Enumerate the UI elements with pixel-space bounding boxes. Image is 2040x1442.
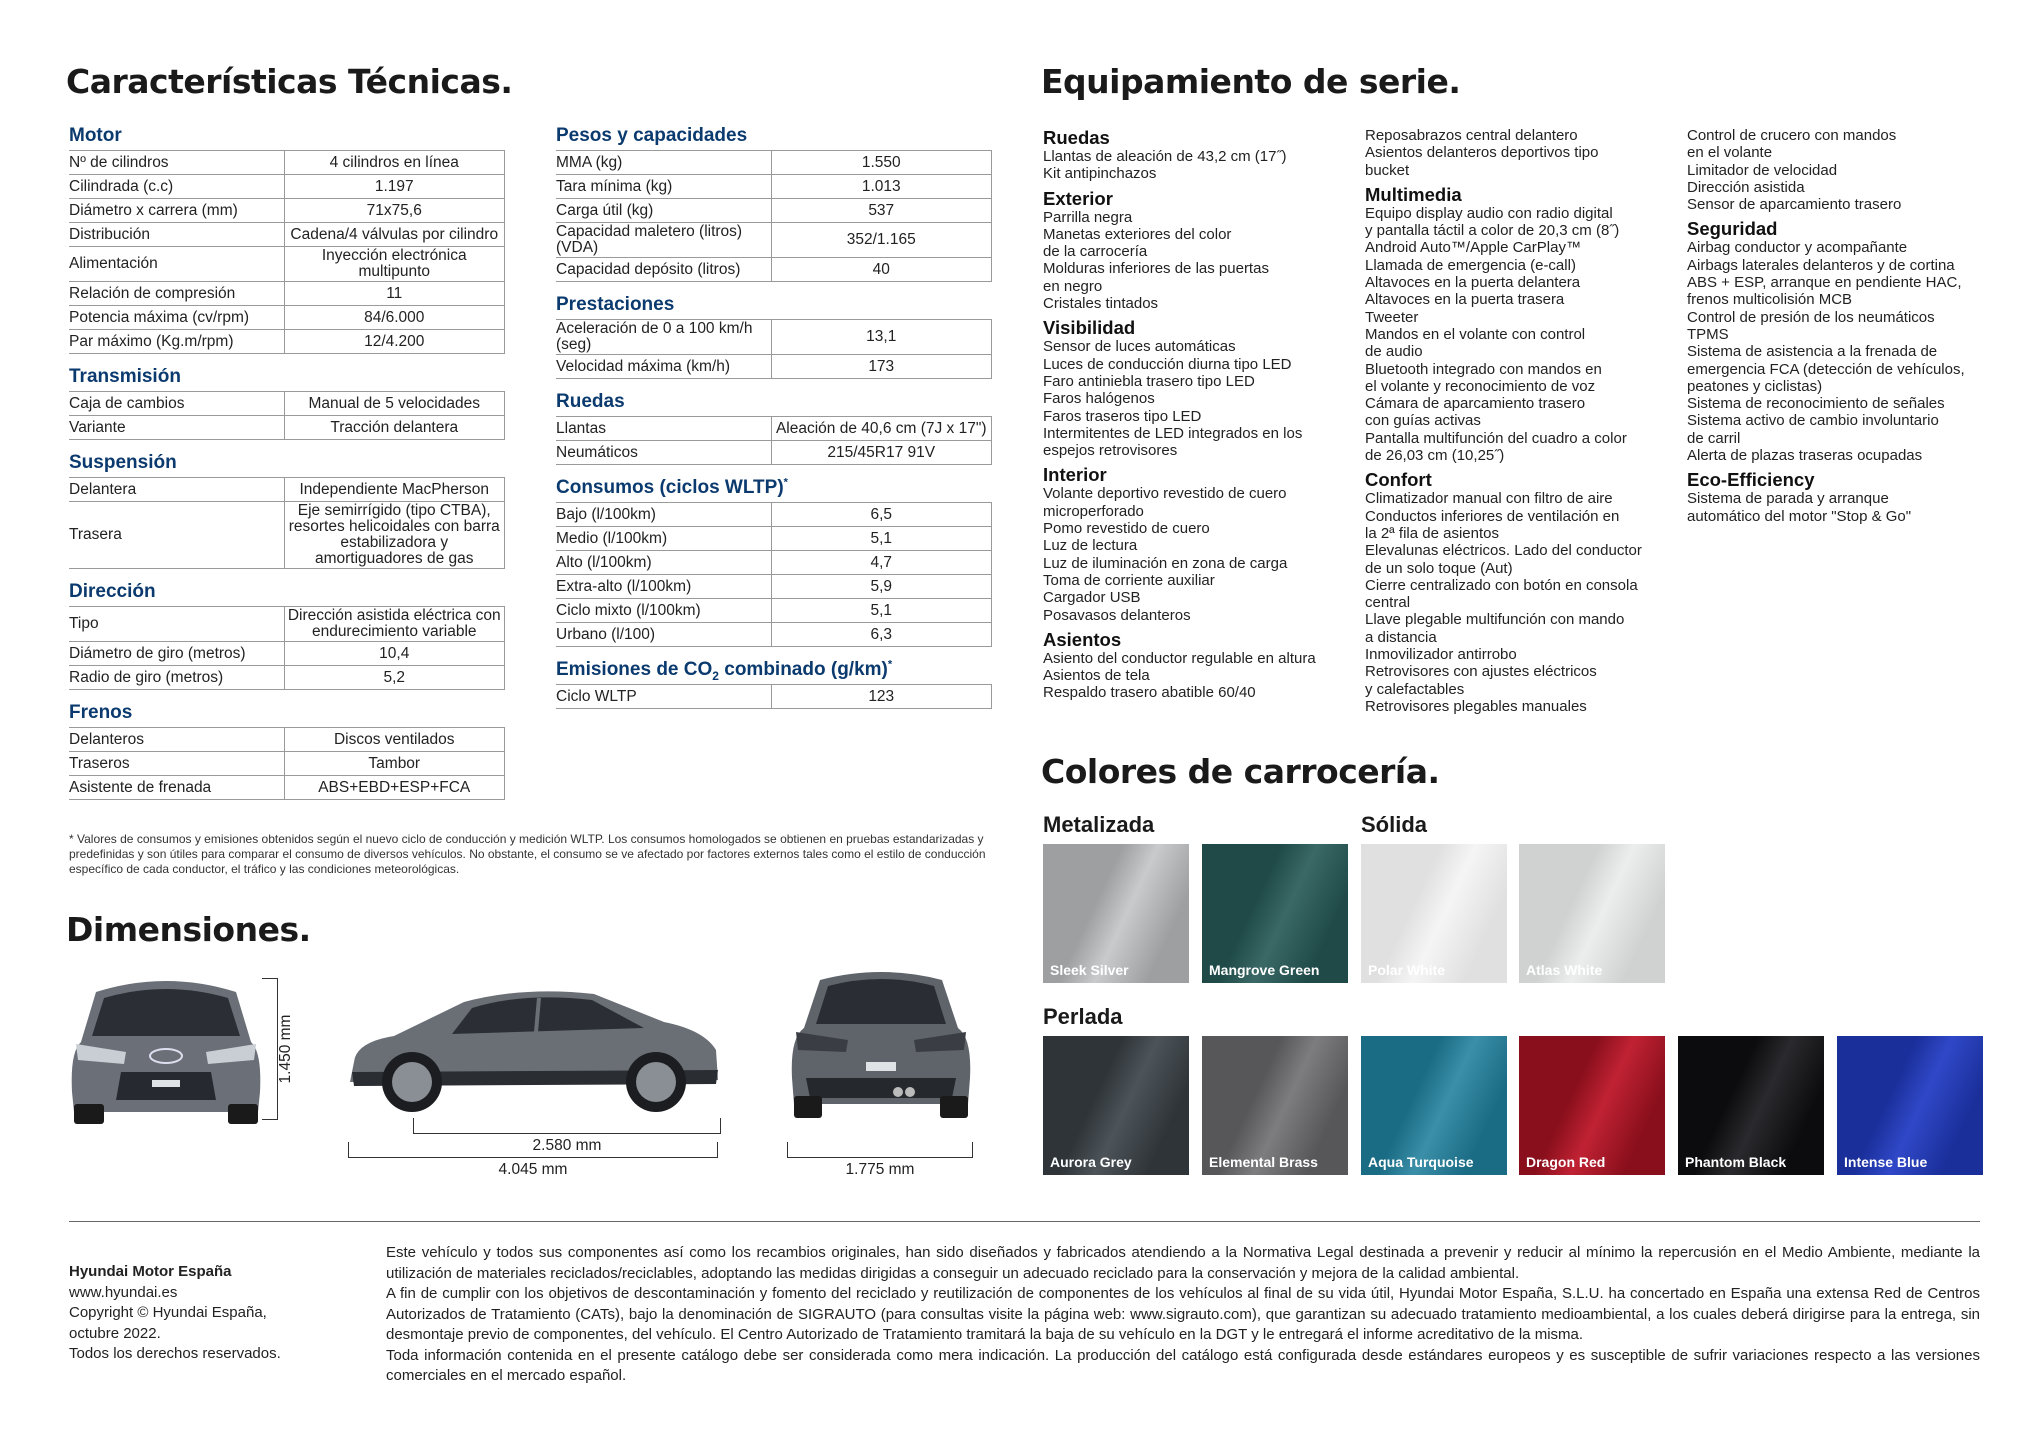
spec-value: 13,1 (771, 320, 992, 355)
spec-key: Urbano (l/100) (556, 623, 771, 647)
equipment-item: Respaldo trasero abatible 60/40 (1043, 684, 1256, 702)
equipment-item: Molduras inferiores de las puertas (1043, 260, 1269, 278)
equipment-item: central (1365, 594, 1411, 612)
equipment-heading: Multimedia (1365, 183, 1462, 205)
equipment-item: frenos multicolisión MCB (1687, 291, 1853, 309)
spec-key: Delantera (69, 478, 284, 502)
equipment-item: Control de presión de los neumáticos (1687, 308, 1935, 326)
height-label: 1.450 mm (277, 1014, 294, 1084)
wheelbase-label: 2.580 mm (532, 1137, 602, 1154)
spec-value: Dirección asistida eléctrica con endurecimiento variable (284, 607, 505, 642)
color-swatch[interactable] (1678, 1036, 1824, 1175)
legal-paragraph-2: A fin de cumplir con los objetivos de descontaminación y fomento del reciclado y reutilización de componentes de los vehículos al final de su vida útil, Hyundai Motor España, S.L.U. ha concertado en España una extensa Red de Centros Autorizados de Tratamiento (CATs), bajo la denominación de SIGRAUTO (para consultas visite la página web: www.sigrauto.com), que garantizan su adecuado tratamiento medioambiental, a los cuales deberá dirigirse para la entrega, sin desmontaje previo de componentes, del vehículo. El Centro Autorizado de Tratamiento tramitará la baja de su vehículo en la DGT y le entregará el informe acreditativo de la misma. (386, 1285, 1980, 1343)
equipment-item: peatones y ciclistas) (1687, 377, 1823, 395)
spec-key: Delanteros (69, 728, 284, 752)
equipment-item: Asiento del conductor regulable en altura (1043, 649, 1316, 667)
spec-value: Manual de 5 velocidades (284, 392, 505, 416)
equipment-item: y calefactables (1365, 680, 1465, 698)
width-label: 1.775 mm (845, 1161, 915, 1178)
spec-key: Cilindrada (c.c) (69, 175, 284, 199)
spec-key: Capacidad depósito (litros) (556, 258, 771, 282)
copyright-date: octubre 2022. (69, 1324, 161, 1342)
spec-row (69, 478, 505, 502)
equipment-item: Altavoces en la puerta trasera (1365, 291, 1565, 309)
spec-row (69, 247, 505, 282)
footer-divider (69, 1221, 1980, 1222)
equipment-item: Toma de corriente auxiliar (1043, 571, 1215, 589)
spec-value: 6,5 (771, 503, 992, 527)
spec-key: Trasera (69, 502, 284, 569)
spec-key: Relación de compresión (69, 282, 284, 306)
equipment-item: Retrovisores con ajustes eléctricos (1365, 663, 1597, 681)
equipment-item: Llantas de aleación de 43,2 cm (17˝) (1043, 148, 1287, 165)
spec-row (69, 223, 505, 247)
spec-row (69, 642, 505, 666)
color-swatch-label: Atlas White (1526, 962, 1603, 978)
equipment-item: de carril (1687, 429, 1741, 447)
equipment-item: Cristales tintados (1043, 295, 1159, 313)
spec-value: 71x75,6 (284, 199, 505, 223)
spec-value: 11 (284, 282, 505, 306)
spec-row (556, 417, 992, 441)
spec-row (556, 527, 992, 551)
car-side-view-image (344, 972, 724, 1122)
equipment-heading: Ruedas (1043, 127, 1110, 148)
spec-key: Asistente de frenada (69, 776, 284, 800)
spec-key: Alimentación (69, 247, 284, 282)
width-bracket (787, 1142, 973, 1158)
emisiones-heading (556, 659, 992, 681)
equipment-item: en negro (1043, 277, 1103, 295)
equipment-item: de la carrocería (1043, 243, 1148, 261)
equipment-item: Dirección asistida (1687, 178, 1805, 196)
spec-row (556, 258, 992, 282)
spec-row (69, 607, 505, 642)
spec-value: Tracción delantera (284, 416, 505, 440)
spec-key: Medio (l/100km) (556, 527, 771, 551)
spec-row (556, 223, 992, 258)
spec-value: 5,9 (771, 575, 992, 599)
equipment-item: Faros halógenos (1043, 390, 1155, 408)
equipment-item: Asientos delanteros deportivos tipo (1365, 144, 1599, 162)
spec-value: 5,2 (284, 666, 505, 690)
spec-value: Cadena/4 válvulas por cilindro (284, 223, 505, 247)
rights-reserved: Todos los derechos reservados. (69, 1345, 281, 1362)
motor-table (69, 150, 505, 354)
consumos-heading-text: Consumos (ciclos WLTP) (556, 477, 784, 498)
spec-value: 537 (771, 199, 992, 223)
spec-value: Tambor (284, 752, 505, 776)
equipment-heading: Confort (1365, 469, 1432, 491)
color-swatch[interactable] (1361, 844, 1507, 983)
equipment-item: Control de crucero con mandos (1687, 127, 1897, 144)
equipment-heading: Exterior (1043, 187, 1113, 209)
spec-key: MMA (kg) (556, 151, 771, 175)
color-swatch-label: Elemental Brass (1209, 1154, 1318, 1170)
spec-value: 123 (771, 685, 992, 709)
spec-key: Tipo (69, 607, 284, 642)
spec-value: 5,1 (771, 599, 992, 623)
spec-value: Independiente MacPherson (284, 478, 505, 502)
spec-key: Nº de cilindros (69, 151, 284, 175)
ruedas-table (556, 416, 992, 465)
spec-value: 40 (771, 258, 992, 282)
equipment-item: Manetas exteriores del color (1043, 225, 1232, 243)
spec-row (69, 416, 505, 440)
spec-key: Diámetro x carrera (mm) (69, 199, 284, 223)
equipment-item: Equipo display audio con radio digital (1365, 204, 1613, 222)
spec-row (556, 199, 992, 223)
legal-paragraph-1: Este vehículo y todos sus componentes así como los recambios originales, han sido diseñados y fabricados atendiendo a la Normativa Legal destinada a prevenir y reducir al mínimo la repercusión en el Medio Ambiente, mediante la utilización de materiales reciclados/reciclables, adoptando las medidas dirigidas a conseguir un adecuado reciclado para la conservación y mejora de la calidad ambiental. (386, 1244, 1980, 1282)
color-swatch-label: Aurora Grey (1050, 1154, 1132, 1170)
spec-key: Tara mínima (kg) (556, 175, 771, 199)
equipment-item: Sensor de aparcamiento trasero (1687, 196, 1902, 214)
color-swatch-label: Polar White (1368, 962, 1446, 978)
equipment-item: Cámara de aparcamiento trasero (1365, 395, 1586, 413)
equipment-column-3 (1687, 127, 2007, 525)
transmision-heading: Transmisión (69, 366, 181, 387)
spec-row (69, 776, 505, 800)
equipment-item: Elevalunas eléctricos. Lado del conductor (1365, 542, 1642, 560)
equipment-item: Luz de lectura (1043, 537, 1138, 555)
equipment-item: Pomo revestido de cuero (1043, 520, 1210, 538)
color-swatch[interactable] (1043, 844, 1189, 983)
spec-key: Extra-alto (l/100km) (556, 575, 771, 599)
spec-row (556, 320, 992, 355)
perlada-heading: Perlada (1043, 1004, 1123, 1029)
spec-row (69, 282, 505, 306)
equipment-item: Sistema de asistencia a la frenada de (1687, 343, 1938, 361)
spec-key: Velocidad máxima (km/h) (556, 355, 771, 379)
car-rear-view-image (786, 966, 976, 1126)
pesos-table (556, 150, 992, 282)
spec-row (556, 441, 992, 465)
spec-row (556, 575, 992, 599)
pesos-heading: Pesos y capacidades (556, 125, 748, 146)
equipment-item: Retrovisores plegables manuales (1365, 697, 1587, 715)
spec-key: Bajo (l/100km) (556, 503, 771, 527)
color-swatch[interactable] (1202, 844, 1348, 983)
colors-title: Colores de carrocería. (1041, 752, 1440, 791)
spec-key: Ciclo mixto (l/100km) (556, 599, 771, 623)
company-website[interactable]: www.hyundai.es (69, 1283, 178, 1301)
equipment-item: Asientos de tela (1043, 667, 1150, 685)
equipment-item: Sistema de reconocimiento de señales (1687, 395, 1945, 413)
equipment-item: Android Auto™/Apple CarPlay™ (1365, 239, 1581, 257)
equipment-item: Faros traseros tipo LED (1043, 407, 1202, 425)
spec-key: Variante (69, 416, 284, 440)
equipment-item: Alerta de plazas traseras ocupadas (1687, 447, 1923, 465)
spec-value: 4,7 (771, 551, 992, 575)
color-swatch[interactable] (1519, 844, 1665, 983)
equipment-item: Cierre centralizado con botón en consola (1365, 576, 1638, 594)
equipment-item: Inmovilizador antirrobo (1365, 646, 1517, 664)
equipment-item: con guías activas (1365, 412, 1481, 430)
spec-key: Potencia máxima (cv/rpm) (69, 306, 284, 330)
spec-row (556, 551, 992, 575)
spec-value: Eje semirrígido (tipo CTBA), resortes helicoidales con barra estabilizadora y amortiguadores de gas (284, 502, 505, 569)
spec-value: 1.550 (771, 151, 992, 175)
spec-value: 6,3 (771, 623, 992, 647)
equipment-item: Airbags laterales delanteros y de cortina (1687, 256, 1955, 274)
spec-key: Aceleración de 0 a 100 km/h (seg) (556, 320, 771, 355)
equipment-item: microperforado (1043, 502, 1144, 520)
color-swatch[interactable] (1519, 1036, 1665, 1175)
transmision-table (69, 391, 505, 440)
emisiones-heading-asterisk: * (887, 658, 893, 671)
equipment-item: Llamada de emergencia (e-call) (1365, 256, 1576, 274)
spec-key: Alto (l/100km) (556, 551, 771, 575)
spec-key: Traseros (69, 752, 284, 776)
prestaciones-heading: Prestaciones (556, 294, 675, 315)
equipment-column-1 (1043, 127, 1363, 702)
metalizada-heading: Metalizada (1043, 812, 1155, 837)
company-name: Hyundai Motor España (69, 1263, 232, 1280)
spec-row (69, 728, 505, 752)
equipment-item: Airbag conductor y acompañante (1687, 239, 1908, 257)
spec-value: Inyección electrónica multipunto (284, 247, 505, 282)
spec-value: 4 cilindros en línea (284, 151, 505, 175)
spec-value: 352/1.165 (771, 223, 992, 258)
equipment-item: Intermitentes de LED integrados en los (1043, 424, 1303, 442)
spec-value: 215/45R17 91V (771, 441, 992, 465)
equipment-heading: Seguridad (1687, 218, 1778, 240)
spec-key: Ciclo WLTP (556, 685, 771, 709)
equipment-item: Kit antipinchazos (1043, 165, 1157, 183)
spec-key: Neumáticos (556, 441, 771, 465)
color-swatch-label: Intense Blue (1844, 1154, 1928, 1170)
equipment-item: ABS + ESP, arranque en pendiente HAC, (1687, 274, 1962, 292)
equipment-item: Llave plegable multifunción con mando (1365, 611, 1625, 629)
equipment-item: Sensor de luces automáticas (1043, 338, 1236, 356)
spec-row (556, 685, 992, 709)
wheelbase-bracket (413, 1118, 721, 1134)
equipment-title: Equipamiento de serie. (1041, 62, 1461, 101)
color-swatch[interactable] (1837, 1036, 1983, 1175)
equipment-item: de un solo toque (Aut) (1365, 559, 1513, 577)
color-swatch[interactable] (1202, 1036, 1348, 1175)
equipment-heading: Interior (1043, 464, 1107, 486)
spec-value: Discos ventilados (284, 728, 505, 752)
equipment-item: Sistema activo de cambio involuntario (1687, 412, 1939, 430)
emisiones-heading-b: combinado (g/km) (718, 659, 888, 680)
spec-row (69, 666, 505, 690)
spec-column-left (69, 125, 505, 800)
spec-row (69, 175, 505, 199)
emisiones-heading-sub: 2 (712, 668, 719, 683)
equipment-column-2 (1365, 127, 1685, 715)
dimensions-title: Dimensiones. (66, 910, 311, 949)
spec-value: 5,1 (771, 527, 992, 551)
spec-row (556, 503, 992, 527)
spec-value: 1.197 (284, 175, 505, 199)
equipment-item: Volante deportivo revestido de cuero (1043, 485, 1287, 503)
spec-value: ABS+EBD+ESP+FCA (284, 776, 505, 800)
height-bracket (262, 978, 278, 1120)
spec-value: 173 (771, 355, 992, 379)
spec-key: Llantas (556, 417, 771, 441)
spec-row (556, 623, 992, 647)
equipment-item: de 26,03 cm (10,25˝) (1365, 447, 1505, 465)
motor-heading: Motor (69, 125, 122, 146)
color-swatch[interactable] (1361, 1036, 1507, 1175)
length-label: 4.045 mm (498, 1161, 568, 1178)
equipment-item: Cargador USB (1043, 589, 1141, 607)
spec-value: 84/6.000 (284, 306, 505, 330)
emisiones-table (556, 684, 992, 709)
equipment-item: Posavasos delanteros (1043, 606, 1191, 624)
equipment-heading: Eco-Efficiency (1687, 469, 1815, 491)
direccion-heading: Dirección (69, 581, 156, 602)
spec-key: Caja de cambios (69, 392, 284, 416)
ruedas-heading: Ruedas (556, 391, 625, 412)
length-bracket (348, 1142, 718, 1158)
equipment-item: Parrilla negra (1043, 208, 1133, 226)
equipment-item: a distancia (1365, 628, 1437, 646)
spec-value: Aleación de 40,6 cm (7J x 17") (771, 417, 992, 441)
spec-row (69, 392, 505, 416)
prestaciones-table (556, 319, 992, 379)
spec-row (69, 199, 505, 223)
copyright-line: Copyright © Hyundai España, (69, 1304, 267, 1321)
equipment-item: Altavoces en la puerta delantera (1365, 274, 1581, 292)
frenos-table (69, 727, 505, 800)
equipment-heading: Visibilidad (1043, 317, 1136, 339)
equipment-item: Faro antiniebla trasero tipo LED (1043, 372, 1255, 390)
frenos-heading: Frenos (69, 702, 133, 723)
spec-row (69, 330, 505, 354)
legal-paragraph-3: Toda información contenida en el presente catálogo debe ser considerada como mera indicación. La producción del catálogo está configurada desde estándares europeos y es susceptible de sufrir variaciones respecto a las versiones comerciales en el mercado español. (386, 1346, 1980, 1384)
equipment-item: en el volante (1687, 144, 1773, 162)
spec-row (556, 175, 992, 199)
equipment-item: automático del motor "Stop & Go" (1687, 507, 1912, 525)
spec-key: Diámetro de giro (metros) (69, 642, 284, 666)
spec-value: 12/4.200 (284, 330, 505, 354)
spec-value: 1.013 (771, 175, 992, 199)
spec-row (556, 151, 992, 175)
color-swatch-label: Sleek Silver (1050, 962, 1129, 978)
equipment-item: Conductos inferiores de ventilación en (1365, 507, 1620, 525)
color-swatch[interactable] (1043, 1036, 1189, 1175)
equipment-item: TPMS (1687, 325, 1729, 343)
wltp-footnote: * Valores de consumos y emisiones obtenidos según el nuevo ciclo de conducción y medición WLTP. Los consumos homologados se obtienen en pruebas estandarizadas y predefinidas y son útiles para comparar el consumo de diversos vehículos. No obstante, el consumo se ve afectado por factores externos tales como el estilo de conducción específico de cada conductor, el tráfico y las condiciones meteorológicas. (69, 832, 986, 876)
solida-heading: Sólida (1361, 812, 1428, 837)
tech-title: Características Técnicas. (66, 62, 513, 101)
equipment-item: Luces de conducción diurna tipo LED (1043, 355, 1292, 373)
legal-text (386, 1243, 1980, 1387)
equipment-item: Mandos en el volante con control (1365, 325, 1586, 343)
spec-row (69, 151, 505, 175)
equipment-item: espejos retrovisores (1043, 442, 1178, 460)
spec-key: Radio de giro (metros) (69, 666, 284, 690)
suspension-heading: Suspensión (69, 452, 177, 473)
equipment-item: el volante y reconocimiento de voz (1365, 377, 1596, 395)
direccion-table (69, 606, 505, 690)
color-swatch-label: Aqua Turquoise (1368, 1154, 1474, 1170)
equipment-item: y pantalla táctil a color de 20,3 cm (8˝) (1365, 222, 1620, 240)
spec-row (69, 502, 505, 569)
equipment-item: la 2ª fila de asientos (1365, 524, 1499, 542)
spec-key: Capacidad maletero (litros) (VDA) (556, 223, 771, 258)
emisiones-heading-a: Emisiones de CO (556, 659, 713, 680)
color-swatch-label: Phantom Black (1685, 1154, 1787, 1170)
equipment-item: bucket (1365, 161, 1410, 179)
spec-value: 10,4 (284, 642, 505, 666)
equipment-item: Sistema de parada y arranque (1687, 490, 1889, 508)
equipment-item: Reposabrazos central delantero (1365, 127, 1578, 144)
spec-key: Distribución (69, 223, 284, 247)
spec-row (69, 752, 505, 776)
equipment-heading: Asientos (1043, 628, 1122, 650)
color-swatch-label: Dragon Red (1526, 1154, 1606, 1170)
company-info (69, 1262, 281, 1365)
consumos-table (556, 502, 992, 647)
consumos-heading (556, 477, 992, 499)
equipment-item: Luz de iluminación en zona de carga (1043, 554, 1288, 572)
equipment-item: Tweeter (1365, 308, 1419, 326)
spec-key: Par máximo (Kg.m/rpm) (69, 330, 284, 354)
car-front-view-image (66, 972, 266, 1132)
equipment-item: Climatizador manual con filtro de aire (1365, 490, 1613, 508)
equipment-item: de audio (1365, 343, 1423, 361)
spec-row (556, 355, 992, 379)
consumos-heading-asterisk: * (783, 476, 788, 489)
equipment-item: Pantalla multifunción del cuadro a color (1365, 429, 1627, 447)
spec-row (556, 599, 992, 623)
suspension-table (69, 477, 505, 569)
equipment-item: emergencia FCA (detección de vehículos, (1687, 360, 1965, 378)
equipment-item: Bluetooth integrado con mandos en (1365, 360, 1602, 378)
spec-row (69, 306, 505, 330)
color-swatch-label: Mangrove Green (1209, 962, 1320, 978)
equipment-item: Limitador de velocidad (1687, 161, 1838, 179)
spec-key: Carga útil (kg) (556, 199, 771, 223)
spec-column-right (556, 125, 992, 709)
